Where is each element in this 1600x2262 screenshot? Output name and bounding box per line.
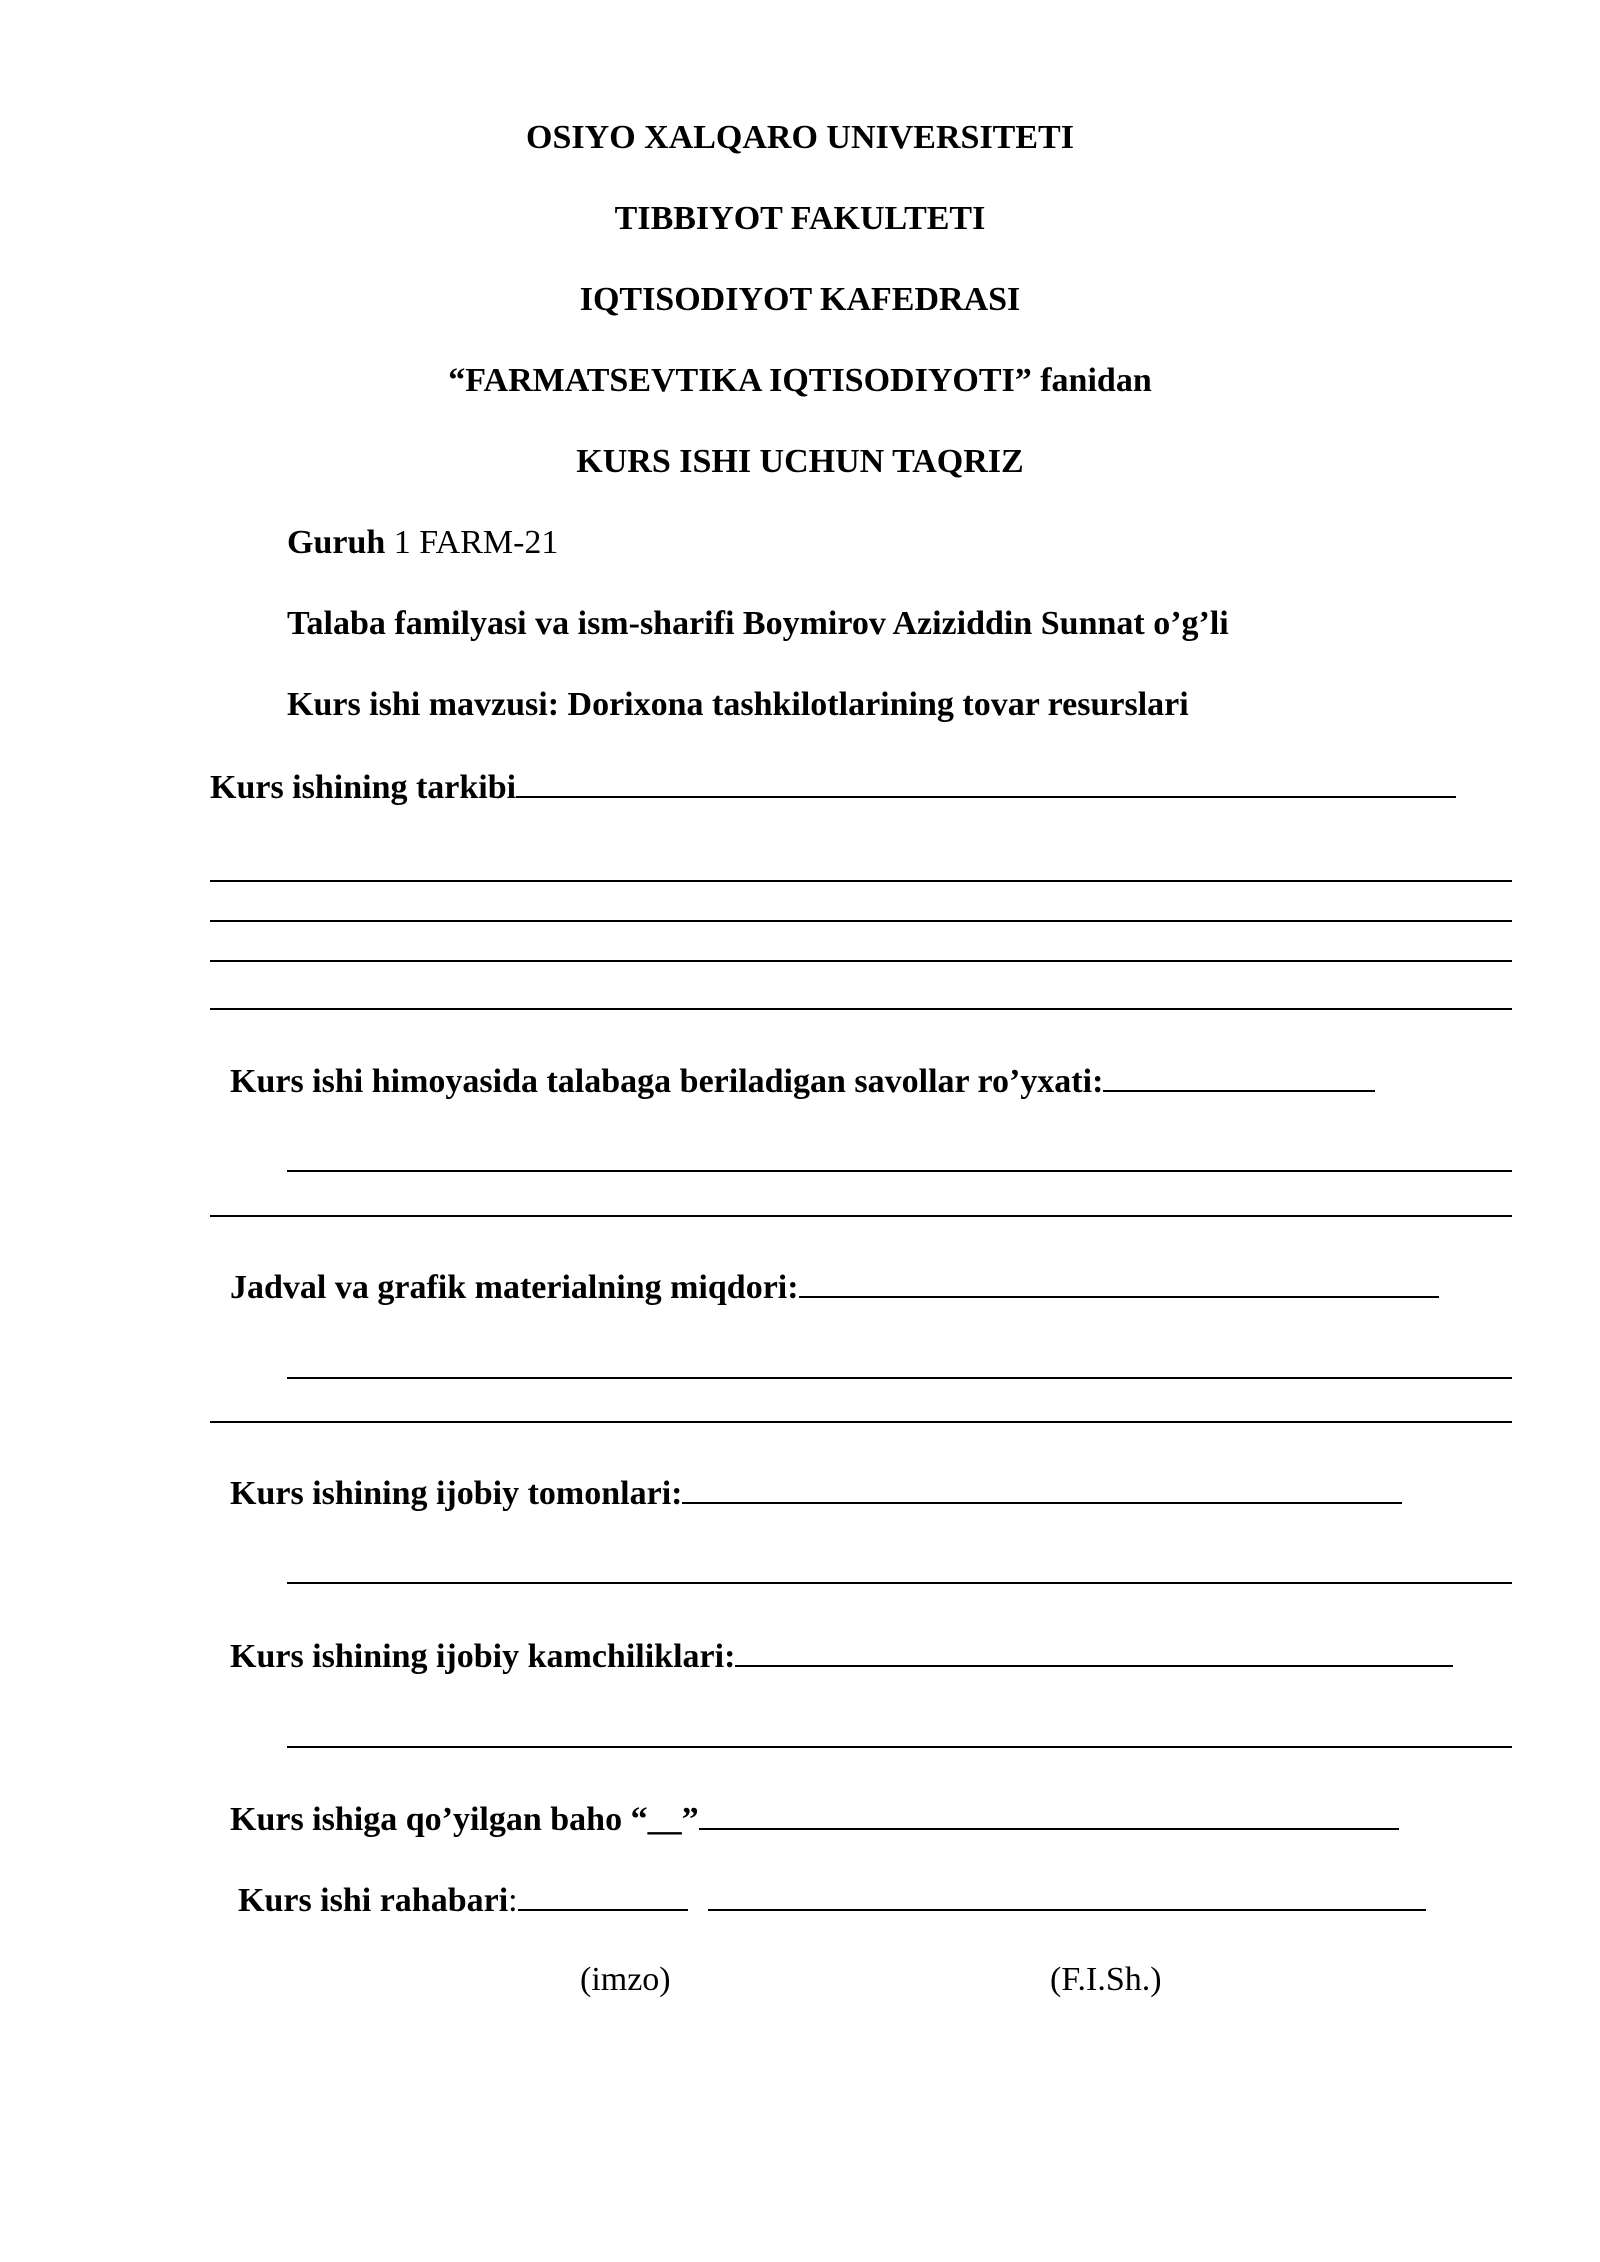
shortcomings-label: Kurs ishining ijobiy kamchiliklari:: [230, 1638, 736, 1675]
tables-field-line-2[interactable]: [210, 1421, 1512, 1423]
document-title: KURS ISHI UCHUN TAQRIZ: [576, 443, 1024, 480]
group-line: [287, 523, 558, 563]
questions-label: Kurs ishi himoyasida talabaga beriladigan savollar ro’yxati:: [230, 1063, 1104, 1100]
university-name: OSIYO XALQARO UNIVERSITETI: [526, 119, 1074, 156]
supervisor-colon: :: [508, 1882, 518, 1919]
questions-field[interactable]: [1103, 1060, 1375, 1092]
questions-field-line-1[interactable]: [287, 1170, 1512, 1172]
faculty-name: TIBBIYOT FAKULTETI: [614, 200, 986, 237]
signature-field[interactable]: [518, 1879, 688, 1911]
content-field-line-3[interactable]: [210, 960, 1512, 962]
tables-field-line-1[interactable]: [287, 1377, 1512, 1379]
department-name: IQTISODIYOT KAFEDRASI: [579, 281, 1021, 318]
full-name-field[interactable]: [708, 1879, 1426, 1911]
content-field[interactable]: [516, 766, 1456, 798]
tables-label: Jadval va grafik materialning miqdori:: [230, 1269, 799, 1306]
questions-line: [230, 1060, 1375, 1102]
tables-field[interactable]: [799, 1266, 1439, 1298]
positives-line: [230, 1472, 1402, 1514]
content-label: Kurs ishining tarkibi: [210, 769, 517, 806]
topic-line: Kurs ishi mavzusi: Dorixona tashkilotlarining tovar resurslari: [287, 686, 1189, 723]
content-field-line-2[interactable]: [210, 920, 1512, 922]
student-line: Talaba familyasi va ism-sharifi Boymirov Aziziddin Sunnat o’g’li: [287, 605, 1229, 642]
supervisor-label: Kurs ishi rahabari: [238, 1882, 509, 1919]
group-value: 1 FARM-21: [385, 524, 559, 561]
tables-line: [230, 1266, 1439, 1308]
positives-field[interactable]: [682, 1472, 1402, 1504]
questions-field-line-2[interactable]: [210, 1215, 1512, 1217]
grade-line: [230, 1798, 1399, 1840]
positives-field-line[interactable]: [287, 1582, 1512, 1584]
group-label: Guruh: [287, 524, 386, 561]
content-line: [210, 766, 1456, 808]
shortcomings-field-line[interactable]: [287, 1746, 1512, 1748]
signature-caption: (imzo): [580, 1961, 671, 1998]
shortcomings-line: [230, 1635, 1453, 1677]
content-field-line-1[interactable]: [210, 880, 1512, 882]
shortcomings-field[interactable]: [735, 1635, 1453, 1667]
grade-field[interactable]: [699, 1798, 1399, 1830]
supervisor-line: [238, 1879, 1426, 1921]
content-field-line-4[interactable]: [210, 1008, 1512, 1010]
grade-label: Kurs ishiga qo’yilgan baho “__”: [230, 1801, 699, 1838]
subject-title: “FARMATSEVTIKA IQTISODIYOTI” fanidan: [448, 362, 1152, 399]
full-name-caption: (F.I.Sh.): [1050, 1961, 1162, 1998]
positives-label: Kurs ishining ijobiy tomonlari:: [230, 1475, 683, 1512]
